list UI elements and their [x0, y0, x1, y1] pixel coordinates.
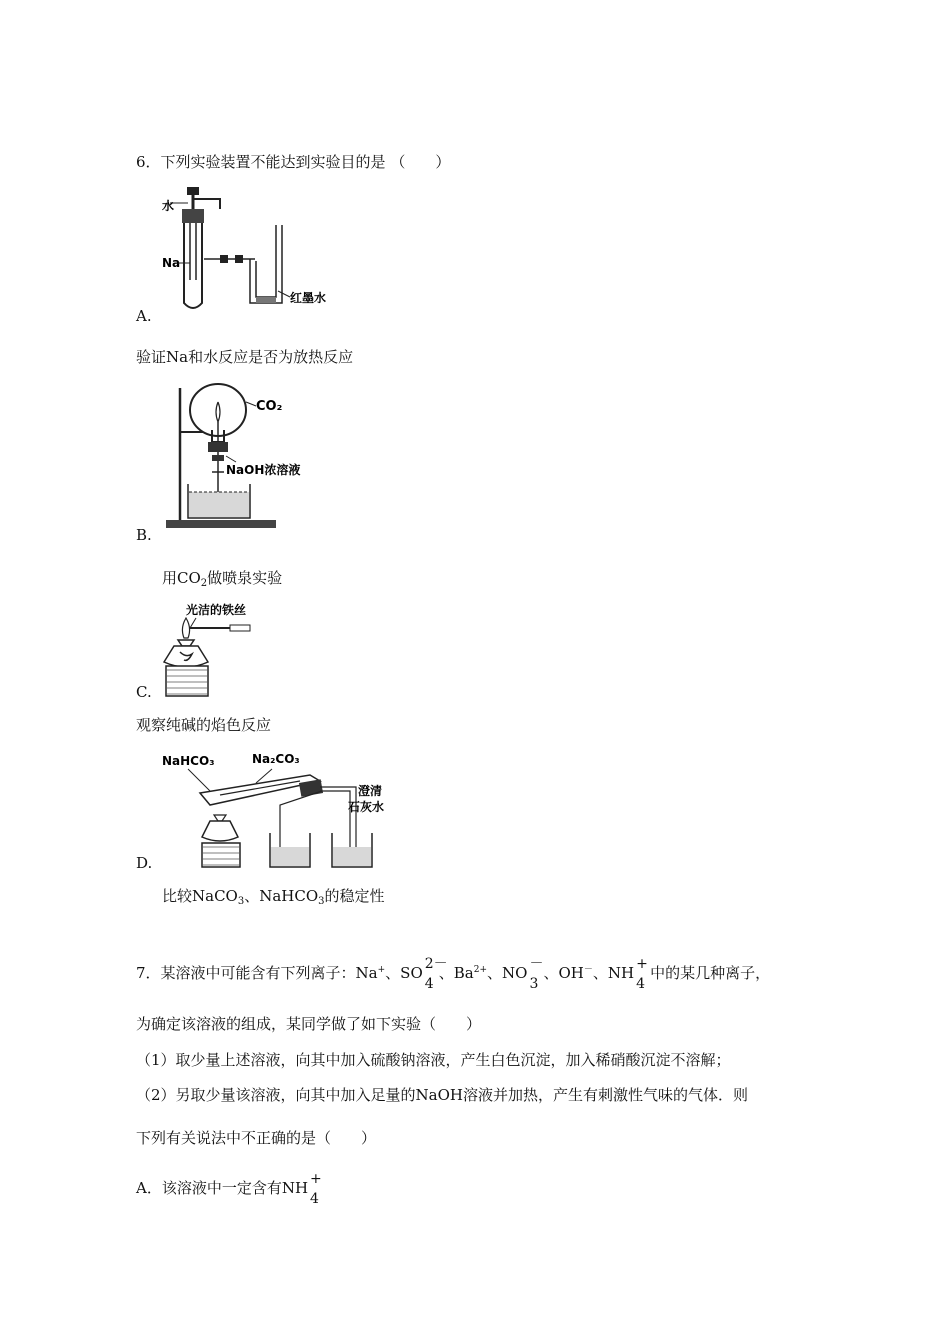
q7-step2: （2）另取少量该溶液，向其中加入足量的NaOH溶液并加热，产生有刺激性气味的气体．则	[136, 1086, 748, 1104]
q6-option-c-letter: C.	[136, 683, 152, 701]
figure-b-fountain-apparatus	[160, 380, 380, 530]
q7-question: 下列有关说法中不正确的是（ ）	[136, 1129, 377, 1147]
figure-c-flame-test-apparatus	[160, 600, 320, 700]
svg-text:NaOH浓溶液: NaOH浓溶液	[226, 463, 301, 477]
figure-d-stability-apparatus	[160, 745, 420, 870]
q6-option-a-letter: A.	[136, 307, 152, 325]
q6-option-b-letter: B.	[136, 526, 152, 544]
q7-stem-line2: 为确定该溶液的组成，某同学做了如下实验（ ）	[136, 1015, 482, 1033]
svg-text:Na: Na	[162, 256, 181, 270]
svg-text:石灰水: 石灰水	[348, 800, 385, 814]
svg-text:水: 水	[162, 199, 175, 213]
svg-text:红墨水: 红墨水	[290, 291, 327, 305]
svg-text:光洁的铁丝: 光洁的铁丝	[186, 603, 247, 617]
figure-a-na-water-apparatus	[160, 185, 400, 315]
svg-text:Na₂CO₃: Na₂CO₃	[252, 752, 300, 766]
svg-text:CO₂: CO₂	[256, 399, 283, 414]
q7-option-a: A．该溶液中一定含有NH + 4	[136, 1171, 322, 1207]
q6-option-c-desc: 观察纯碱的焰色反应	[136, 716, 272, 734]
svg-text:NaHCO₃: NaHCO₃	[162, 754, 215, 768]
q6-option-d-letter: D.	[136, 854, 153, 872]
q7-step1: （1）取少量上述溶液，向其中加入硫酸钠溶液，产生白色沉淀，加入稀硝酸沉淀不溶解；	[136, 1051, 731, 1069]
svg-text:澄清: 澄清	[358, 784, 383, 798]
q6-stem: 6．下列实验装置不能达到实验目的是 （ ）	[136, 153, 451, 171]
q6-option-d-desc: 比较NaCO$_3$、NaHCO$_3$的稳定性	[162, 887, 385, 907]
q6-option-b-desc: 用$CO_2$做喷泉实验	[162, 569, 283, 589]
q7-stem-line1: 7．某溶液中可能含有下列离子：Na+、SO 2－ 4 、$Ba^{2+}$、NO － 3 、OH－、NH + 4 中的某几种离子，	[136, 956, 771, 992]
q6-option-a-desc: 验证Na和水反应是否为放热反应	[136, 348, 354, 366]
